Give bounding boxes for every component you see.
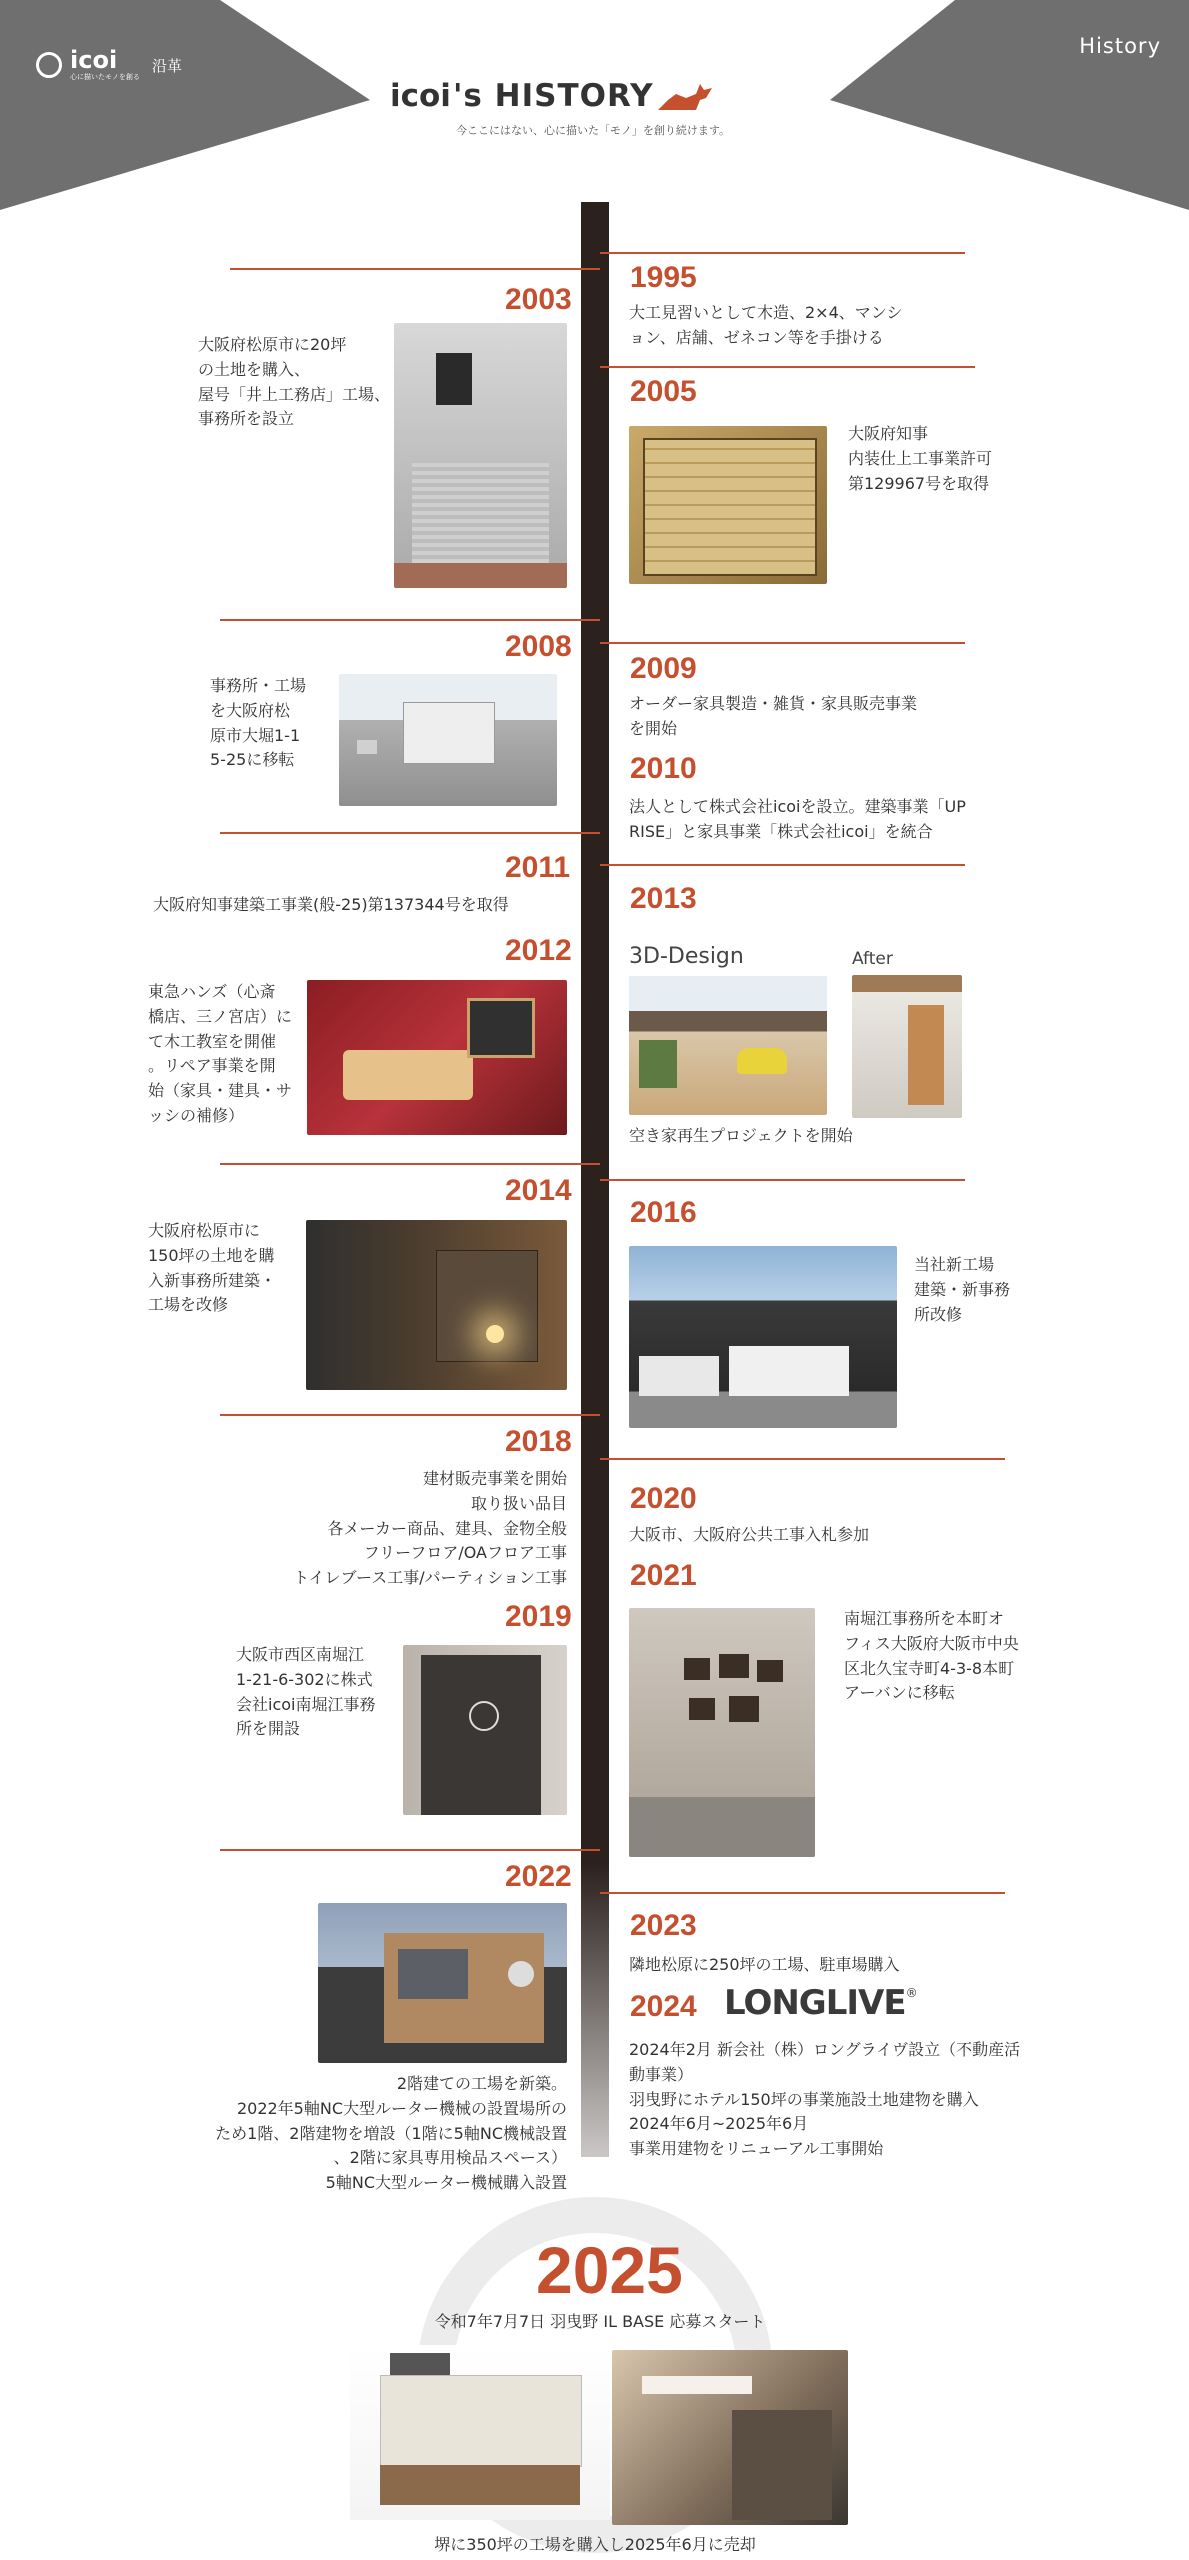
year-2008: 2008 <box>505 630 572 663</box>
year-2016: 2016 <box>630 1196 697 1229</box>
text-2003: 大阪府松原市に20坪 の土地を購入、 屋号「井上工務店」工場、 事務所を設立 <box>198 335 391 429</box>
text-2022: 2階建ての工場を新築。 2022年5軸NC大型ルーター機械の設置場所の ため1階、2階建物を増設（1階に5軸NC機械設置 、2階に家具専用検品スペース） 5軸NC大型ルーター機械購入設置 <box>215 2074 567 2193</box>
rule-2008 <box>220 619 600 621</box>
photo-2013-3d-design <box>629 976 827 1115</box>
text-2014: 大阪府松原市に 150坪の土地を購 入新事務所建築・ 工場を改修 <box>148 1221 277 1315</box>
year-2012: 2012 <box>505 934 572 967</box>
year-2021: 2021 <box>630 1559 697 1592</box>
photo-2014-office <box>306 1220 567 1390</box>
year-2023: 2023 <box>630 1909 697 1942</box>
page-subtitle: 今ここにはない、心に描いた「モノ」を創り続けます。 <box>456 124 731 137</box>
text-1995: 大工見習いとして木造、2×4、マンシ ョン、店舗、ゼネコン等を手掛ける <box>629 303 903 347</box>
rule-2005 <box>600 366 975 368</box>
year-1995: 1995 <box>630 261 697 294</box>
logo-emblem-icon <box>36 52 62 78</box>
text-2018: 建材販売事業を開始 取り扱い品目 各メーカー商品、建具、金物全般 フリーフロア/OAフロア工事 トイレブース工事/パーティション工事 <box>293 1469 567 1588</box>
longlive-brand: LONGLIVE <box>724 1983 906 2023</box>
squirrel-icon <box>656 80 716 112</box>
registered-mark: ® <box>905 1986 918 2000</box>
text-2019: 大阪市西区南堀江 1-21-6-302に株式 会社icoi南堀江事務 所を開設 <box>236 1645 376 1739</box>
photo-2022-factory <box>318 1903 567 2063</box>
rule-2009 <box>600 642 965 644</box>
year-2014: 2014 <box>505 1174 572 1207</box>
photo-2019-door <box>403 1645 567 1815</box>
text-2010: 法人として株式会社icoiを設立。建築事業「UP RISE」と家具事業「株式会社icoi」を統合 <box>629 797 966 841</box>
caption-2025: 堺に350坪の工場を購入し2025年6月に売却 <box>434 2535 756 2554</box>
text-2013: 空き家再生プロジェクトを開始 <box>629 1126 853 1145</box>
year-2022: 2022 <box>505 1860 572 1893</box>
headline-2025: 令和7年7月7日 羽曳野 IL BASE 応募スタート <box>434 2312 766 2331</box>
photo-2025-building <box>350 2345 610 2520</box>
text-2011: 大阪府知事建築工事業(般-25)第137344号を取得 <box>153 895 509 914</box>
year-2003: 2003 <box>505 283 572 316</box>
year-2025: 2025 <box>536 2233 683 2307</box>
label-after: After <box>852 949 893 969</box>
rule-2018 <box>220 1414 600 1416</box>
rule-2023 <box>600 1892 1005 1894</box>
rule-2016 <box>600 1179 965 1181</box>
rule-2014 <box>220 1163 600 1165</box>
page-title <box>390 78 716 114</box>
title-icoi: icoi <box>390 78 451 114</box>
text-2009: オーダー家具製造・雑貨・家具販売事業 を開始 <box>629 694 918 738</box>
rule-1995 <box>600 252 965 254</box>
text-2005: 大阪府知事 内装仕上工事業許可 第129967号を取得 <box>848 424 993 493</box>
photo-2008-office <box>339 674 557 806</box>
photo-2013-after <box>852 975 962 1118</box>
history-tab[interactable]: History <box>1079 34 1161 58</box>
year-2005: 2005 <box>630 375 697 408</box>
rule-2003 <box>230 268 600 270</box>
text-2024: 2024年2月 新会社（株）ロングライヴ設立（不動産活 動事業） 羽曳野にホテル150坪の事業施設土地建物を購入 2024年6月~2025年6月 事業用建物をリニューアル工事開始 <box>629 2040 1021 2159</box>
text-2021: 南堀江事務所を本町オ フィス大阪府大阪市中央 区北久宝寺町4-3-8本町 アーバンに移転 <box>844 1609 1019 1703</box>
brand-name: icoi <box>70 46 118 74</box>
brand-logo[interactable] <box>36 48 182 82</box>
photo-2005-license-plate <box>629 426 827 584</box>
year-2011: 2011 <box>505 851 571 884</box>
year-2013: 2013 <box>630 882 697 915</box>
rule-2011 <box>220 832 600 834</box>
photo-2025-interior <box>612 2350 848 2525</box>
photo-2012-workshop <box>307 980 567 1135</box>
section-label: 沿革 <box>151 56 182 75</box>
text-2016: 当社新工場 建築・新事務 所改修 <box>914 1255 1011 1324</box>
rule-2013 <box>600 864 965 866</box>
year-2020: 2020 <box>630 1482 697 1515</box>
text-2008: 事務所・工場 を大阪府松 原市大堀1-1 5-25に移転 <box>210 676 307 770</box>
text-2020: 大阪市、大阪府公共工事入札参加 <box>629 1525 870 1544</box>
photo-2003-building <box>394 323 567 588</box>
label-3d-design: 3D-Design <box>629 944 744 969</box>
brand-tagline: 心に描いたモノを創る <box>70 73 140 81</box>
longlive-logo <box>724 1983 918 2023</box>
year-2009: 2009 <box>630 652 697 685</box>
rule-2020 <box>600 1458 1005 1460</box>
photo-2021-office <box>629 1608 815 1857</box>
rule-2022 <box>220 1849 600 1851</box>
year-2024: 2024 <box>630 1990 697 2023</box>
year-2018: 2018 <box>505 1425 572 1458</box>
text-2012: 東急ハンズ（心斎 橋店、三ノ宮店）に て木工教室を開催 。リペア事業を開 始（家具・建具・サ ッシの補修） <box>148 982 293 1125</box>
year-2019: 2019 <box>505 1600 572 1633</box>
text-2023: 隣地松原に250坪の工場、駐車場購入 <box>629 1955 900 1974</box>
photo-2016-factory <box>629 1246 897 1428</box>
title-history: 's HISTORY <box>452 78 654 114</box>
year-2010: 2010 <box>630 752 697 785</box>
